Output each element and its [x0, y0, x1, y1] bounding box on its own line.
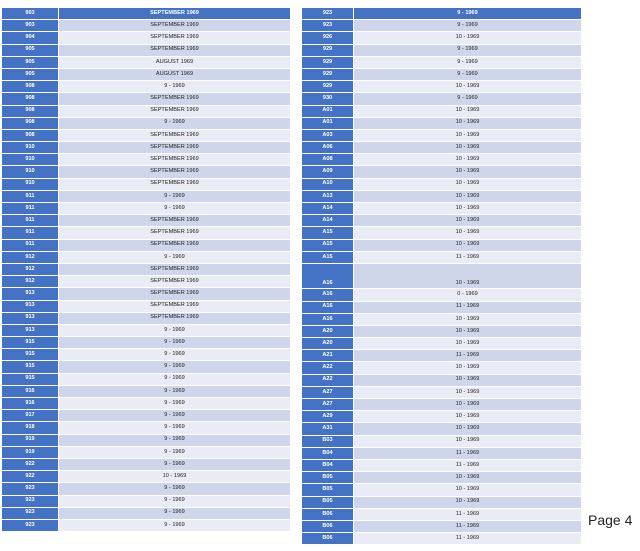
row-date: 10 - 1969 [354, 362, 582, 374]
table-row [2, 190, 290, 202]
table-row [2, 142, 290, 154]
row-date: SEPTEMBER 1969 [59, 312, 291, 324]
table-row [302, 374, 581, 386]
row-date: 10 - 1969 [354, 496, 582, 508]
table-row [302, 533, 581, 545]
table-row [302, 263, 581, 288]
table-row [302, 520, 581, 532]
row-code: 915 [2, 349, 59, 361]
row-code: 908 [2, 105, 59, 117]
row-code: A03 [302, 129, 354, 141]
table-row [302, 251, 581, 263]
row-date: SEPTEMBER 1969 [59, 178, 291, 190]
row-code: A27 [302, 399, 354, 411]
row-code: B04 [302, 447, 354, 459]
row-date: 9 - 1969 [59, 385, 291, 397]
table-row [302, 325, 581, 337]
table-row [302, 215, 581, 227]
row-code: 923 [2, 483, 59, 495]
table-row [302, 81, 581, 93]
right-header-code: 923 [302, 8, 354, 20]
table-row [2, 349, 290, 361]
row-date: SEPTEMBER 1969 [59, 32, 291, 44]
row-date: 10 - 1969 [354, 313, 582, 325]
table-row [2, 239, 290, 251]
row-date: 11 - 1969 [354, 459, 582, 471]
right-table-header [302, 8, 581, 20]
row-code: A08 [302, 154, 354, 166]
left-table-header [2, 8, 290, 20]
page-number: Page 4 [588, 512, 633, 528]
table-row [302, 508, 581, 520]
row-date: 11 - 1969 [354, 447, 582, 459]
row-code: 912 [2, 263, 59, 275]
row-date: 10 - 1969 [354, 190, 582, 202]
row-date: 10 - 1969 [354, 117, 582, 129]
right-table [302, 8, 581, 545]
row-date: SEPTEMBER 1969 [59, 129, 291, 141]
table-row [302, 203, 581, 215]
row-code: A01 [302, 105, 354, 117]
row-code: 923 [2, 495, 59, 507]
table-row [2, 251, 290, 263]
table-row [2, 117, 290, 129]
table-row [302, 154, 581, 166]
table-row [2, 446, 290, 458]
row-code: 910 [2, 166, 59, 178]
row-code: 922 [2, 471, 59, 483]
table-row [302, 20, 581, 32]
table-row [2, 81, 290, 93]
table-row [2, 361, 290, 373]
row-code: 905 [2, 56, 59, 68]
row-code: 905 [2, 44, 59, 56]
row-date: SEPTEMBER 1969 [59, 288, 291, 300]
table-row [302, 93, 581, 105]
row-code: 917 [2, 410, 59, 422]
row-date: SEPTEMBER 1969 [59, 20, 291, 32]
table-row [2, 458, 290, 470]
row-code: 923 [302, 20, 354, 32]
row-code: A15 [302, 251, 354, 263]
table-row [2, 385, 290, 397]
row-date: 9 - 1969 [59, 117, 291, 129]
row-date: 9 - 1969 [59, 81, 291, 93]
row-code: 915 [2, 337, 59, 349]
table-row [2, 263, 290, 275]
row-date: 9 - 1969 [59, 519, 291, 531]
row-date: 9 - 1969 [354, 20, 582, 32]
table-row [2, 471, 290, 483]
row-date: 9 - 1969 [59, 398, 291, 410]
row-date: 11 - 1969 [354, 251, 582, 263]
row-code: A06 [302, 142, 354, 154]
row-code: 912 [2, 276, 59, 288]
row-code: 908 [2, 81, 59, 93]
row-code: 910 [2, 142, 59, 154]
table-row [302, 190, 581, 202]
row-code: B05 [302, 496, 354, 508]
table-row [302, 484, 581, 496]
table-row [302, 459, 581, 471]
row-code: A29 [302, 411, 354, 423]
row-date: 9 - 1969 [354, 56, 582, 68]
row-date: 10 - 1969 [354, 263, 582, 288]
row-code: 903 [2, 20, 59, 32]
table-row [302, 117, 581, 129]
row-code: 915 [2, 361, 59, 373]
row-code: A27 [302, 386, 354, 398]
row-date: 10 - 1969 [354, 411, 582, 423]
row-date: 9 - 1969 [59, 349, 291, 361]
row-code: A21 [302, 350, 354, 362]
row-date: 9 - 1969 [59, 337, 291, 349]
row-date: SEPTEMBER 1969 [59, 239, 291, 251]
row-code: 929 [302, 81, 354, 93]
row-date: SEPTEMBER 1969 [59, 166, 291, 178]
table-row [2, 129, 290, 141]
table-row [302, 447, 581, 459]
table-row [302, 129, 581, 141]
row-code: A16 [302, 289, 354, 301]
row-code: 910 [2, 178, 59, 190]
row-code: A13 [302, 190, 354, 202]
table-row [302, 56, 581, 68]
table-row [2, 276, 290, 288]
row-date: 10 - 1969 [354, 81, 582, 93]
row-code: 923 [2, 507, 59, 519]
left-header-value: SEPTEMBER 1969 [59, 8, 291, 20]
table-row [302, 338, 581, 350]
left-table [2, 8, 290, 532]
row-date: 10 - 1969 [354, 423, 582, 435]
row-code: A14 [302, 215, 354, 227]
row-date: SEPTEMBER 1969 [59, 105, 291, 117]
row-code: 908 [2, 129, 59, 141]
table-row [2, 312, 290, 324]
table-row [2, 337, 290, 349]
row-code: 919 [2, 434, 59, 446]
row-code: A20 [302, 338, 354, 350]
row-date: 10 - 1969 [354, 32, 582, 44]
row-date: 9 - 1969 [59, 434, 291, 446]
row-code: 912 [2, 251, 59, 263]
row-code: A09 [302, 166, 354, 178]
table-row [2, 215, 290, 227]
row-code: 911 [2, 190, 59, 202]
table-row [2, 154, 290, 166]
row-date: SEPTEMBER 1969 [59, 142, 291, 154]
row-date: 10 - 1969 [354, 239, 582, 251]
row-code: B06 [302, 508, 354, 520]
table-row [302, 496, 581, 508]
row-date: 10 - 1969 [354, 142, 582, 154]
row-date: 9 - 1969 [59, 495, 291, 507]
row-date: 10 - 1969 [354, 129, 582, 141]
table-row [302, 399, 581, 411]
table-row [2, 166, 290, 178]
row-code: 922 [2, 458, 59, 470]
row-code: A16 [302, 301, 354, 313]
row-code: 929 [302, 56, 354, 68]
row-code: B04 [302, 459, 354, 471]
row-date: 10 - 1969 [354, 325, 582, 337]
right-table-body [302, 8, 581, 545]
row-code: 929 [302, 68, 354, 80]
table-row [302, 105, 581, 117]
row-date: 10 - 1969 [354, 435, 582, 447]
table-row [302, 239, 581, 251]
table-row [302, 362, 581, 374]
row-date: 0 - 1969 [354, 289, 582, 301]
row-date: SEPTEMBER 1969 [59, 93, 291, 105]
table-row [2, 483, 290, 495]
row-code: A10 [302, 178, 354, 190]
row-code: 905 [2, 68, 59, 80]
row-date: 10 - 1969 [354, 399, 582, 411]
table-row [302, 289, 581, 301]
table-row [2, 56, 290, 68]
row-date: SEPTEMBER 1969 [59, 276, 291, 288]
row-code: 916 [2, 385, 59, 397]
table-row [302, 44, 581, 56]
row-date: 9 - 1969 [59, 446, 291, 458]
row-date: 10 - 1969 [59, 471, 291, 483]
row-date: 9 - 1969 [354, 44, 582, 56]
row-code: 930 [302, 93, 354, 105]
left-header-code: 903 [2, 8, 59, 20]
table-row [302, 411, 581, 423]
row-date: 9 - 1969 [354, 68, 582, 80]
table-row [302, 313, 581, 325]
table-row [2, 178, 290, 190]
row-date: 10 - 1969 [354, 215, 582, 227]
row-date: 9 - 1969 [59, 190, 291, 202]
row-code: B06 [302, 533, 354, 545]
row-code: 916 [2, 398, 59, 410]
row-date: SEPTEMBER 1969 [59, 300, 291, 312]
row-date: 10 - 1969 [354, 338, 582, 350]
row-code: B05 [302, 472, 354, 484]
row-code: 911 [2, 215, 59, 227]
row-code: 911 [2, 203, 59, 215]
table-row [2, 44, 290, 56]
row-date: SEPTEMBER 1969 [59, 263, 291, 275]
row-code: A16 [302, 313, 354, 325]
row-date: 9 - 1969 [59, 458, 291, 470]
row-date: 9 - 1969 [59, 324, 291, 336]
table-row [302, 301, 581, 313]
table-row [302, 435, 581, 447]
row-code: 913 [2, 300, 59, 312]
table-row [2, 300, 290, 312]
row-code: 918 [2, 422, 59, 434]
row-code: 915 [2, 373, 59, 385]
row-date: SEPTEMBER 1969 [59, 154, 291, 166]
table-row [2, 324, 290, 336]
row-date: 9 - 1969 [59, 507, 291, 519]
row-date: 11 - 1969 [354, 350, 582, 362]
row-date: 10 - 1969 [354, 105, 582, 117]
row-date: 9 - 1969 [59, 422, 291, 434]
row-code: A15 [302, 227, 354, 239]
row-code: 911 [2, 227, 59, 239]
row-code: 923 [2, 519, 59, 531]
table-row [2, 93, 290, 105]
table-row [2, 398, 290, 410]
row-date: AUGUST 1969 [59, 68, 291, 80]
row-date: 9 - 1969 [59, 373, 291, 385]
row-code: 911 [2, 239, 59, 251]
table-row [2, 507, 290, 519]
row-date: 11 - 1969 [354, 533, 582, 545]
left-table-body [2, 8, 290, 532]
row-code: B05 [302, 484, 354, 496]
row-date: SEPTEMBER 1969 [59, 215, 291, 227]
table-row [302, 142, 581, 154]
row-date: 10 - 1969 [354, 203, 582, 215]
table-row [2, 410, 290, 422]
table-row [2, 203, 290, 215]
table-row [2, 519, 290, 531]
table-row [2, 373, 290, 385]
table-row [2, 495, 290, 507]
row-date: 9 - 1969 [354, 93, 582, 105]
table-row [302, 32, 581, 44]
table-row [2, 68, 290, 80]
row-code: 926 [302, 32, 354, 44]
row-code: 908 [2, 93, 59, 105]
table-row [2, 434, 290, 446]
table-row [2, 32, 290, 44]
row-code: A31 [302, 423, 354, 435]
table-row [302, 68, 581, 80]
row-date: SEPTEMBER 1969 [59, 44, 291, 56]
row-code: 908 [2, 117, 59, 129]
table-row [302, 166, 581, 178]
row-date: 10 - 1969 [354, 386, 582, 398]
row-date: 10 - 1969 [354, 178, 582, 190]
row-date: AUGUST 1969 [59, 56, 291, 68]
table-row [2, 422, 290, 434]
table-row [302, 472, 581, 484]
right-header-value: 9 - 1969 [354, 8, 582, 20]
row-code: B06 [302, 520, 354, 532]
table-row [302, 386, 581, 398]
row-date: 10 - 1969 [354, 374, 582, 386]
row-code: A15 [302, 239, 354, 251]
row-code: B03 [302, 435, 354, 447]
row-date: 11 - 1969 [354, 520, 582, 532]
row-code: A20 [302, 325, 354, 337]
row-code: A14 [302, 203, 354, 215]
table-row [302, 227, 581, 239]
row-date: SEPTEMBER 1969 [59, 227, 291, 239]
table-row [2, 105, 290, 117]
row-date: 11 - 1969 [354, 508, 582, 520]
row-code: A22 [302, 362, 354, 374]
table-row [2, 288, 290, 300]
row-date: 9 - 1969 [59, 483, 291, 495]
row-code: 910 [2, 154, 59, 166]
table-row [302, 423, 581, 435]
row-code: 929 [302, 44, 354, 56]
table-row [2, 20, 290, 32]
row-code: 904 [2, 32, 59, 44]
row-date: 9 - 1969 [59, 203, 291, 215]
row-date: 9 - 1969 [59, 361, 291, 373]
row-code: 913 [2, 312, 59, 324]
table-row [302, 350, 581, 362]
row-date: 11 - 1969 [354, 301, 582, 313]
row-date: 10 - 1969 [354, 166, 582, 178]
row-date: 9 - 1969 [59, 410, 291, 422]
row-code: A16 [302, 263, 354, 288]
row-code: 913 [2, 288, 59, 300]
row-date: 10 - 1969 [354, 227, 582, 239]
row-code: A22 [302, 374, 354, 386]
table-row [2, 227, 290, 239]
table-row [302, 178, 581, 190]
row-date: 10 - 1969 [354, 154, 582, 166]
row-date: 10 - 1969 [354, 472, 582, 484]
row-code: A01 [302, 117, 354, 129]
row-date: 9 - 1969 [59, 251, 291, 263]
row-code: 913 [2, 324, 59, 336]
row-date: 10 - 1969 [354, 484, 582, 496]
row-code: 919 [2, 446, 59, 458]
